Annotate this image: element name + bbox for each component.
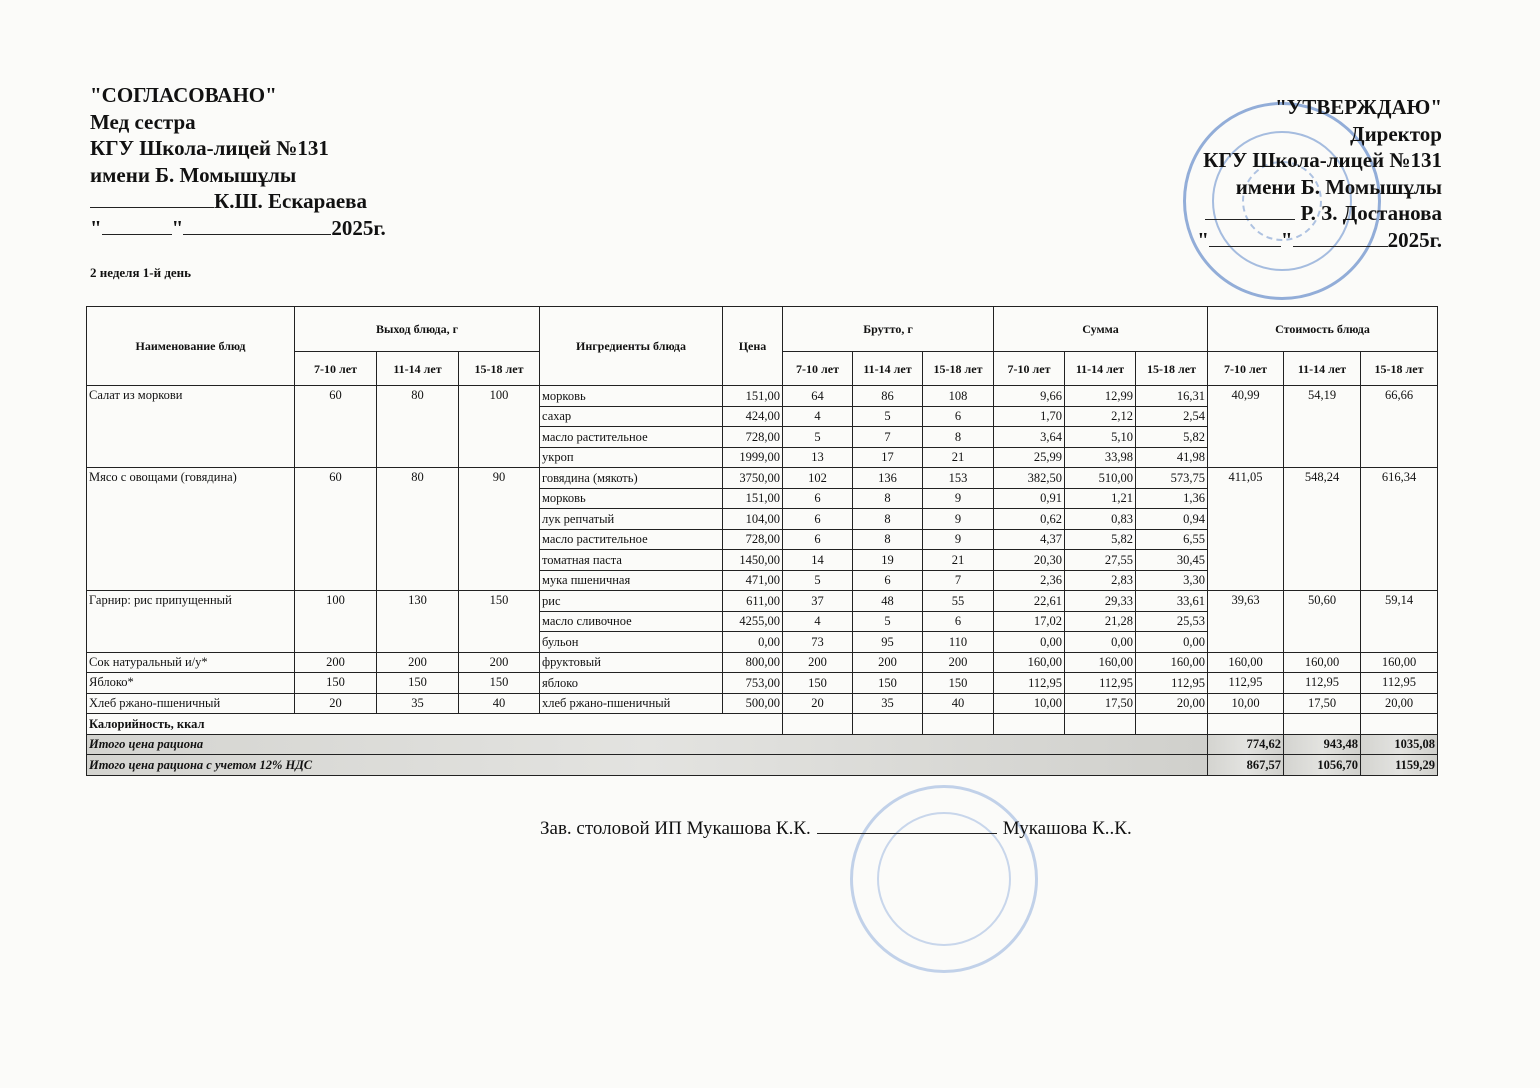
ingredient-sum: 0,91 [994,488,1065,509]
calories-cell [853,714,923,735]
ingredient-sum: 6,55 [1136,529,1208,550]
left-date-day [102,215,172,235]
ingredient-brutto: 21 [923,550,994,571]
right-signature-line [1197,200,1442,227]
age-col: 11-14 лет [853,352,923,386]
right-signature-blank [1205,200,1295,220]
dish-name: Салат из моркови [87,386,295,468]
ingredient-brutto: 150 [853,673,923,694]
left-position: Мед сестра [90,109,196,134]
ingredient-sum: 27,55 [1065,550,1136,571]
right-signer: Р. З. Достанова [1300,201,1442,225]
calories-cell [923,714,994,735]
ingredient-sum: 0,83 [1065,509,1136,530]
calories-cell [1065,714,1136,735]
ingredient-brutto: 153 [923,468,994,489]
ingredient-brutto: 21 [923,447,994,468]
ingredient-brutto: 55 [923,591,994,612]
dish-cost: 39,63 [1208,591,1284,653]
ingredient-sum: 33,61 [1136,591,1208,612]
ingredient-brutto: 102 [783,468,853,489]
ingredient-brutto: 7 [853,427,923,448]
age-col: 15-18 лет [459,352,540,386]
ingredient-sum: 112,95 [1065,673,1136,694]
ingredient-sum: 112,95 [1136,673,1208,694]
dish-output: 150 [295,673,377,694]
ingredient-row [87,673,1438,694]
ingredient-price: 424,00 [723,406,783,427]
ingredient-price: 611,00 [723,591,783,612]
dish-cost: 112,95 [1284,673,1361,694]
approval-block-left [90,82,386,241]
total-vat-value: 1056,70 [1284,755,1361,776]
ingredient-sum: 1,70 [994,406,1065,427]
ingredient-name: мука пшеничная [540,570,723,591]
dish-cost: 54,19 [1284,386,1361,468]
ingredient-sum: 160,00 [1065,652,1136,673]
ingredient-price: 104,00 [723,509,783,530]
ingredient-name: хлеб ржано-пшеничный [540,693,723,714]
ingredient-sum: 0,00 [1136,632,1208,653]
dish-output: 60 [295,386,377,468]
footer-name: Мукашова К..К. [1002,818,1132,839]
ingredient-price: 728,00 [723,529,783,550]
ingredient-brutto: 6 [853,570,923,591]
footer-role: Зав. столовой ИП Мукашова К.К. [540,818,811,839]
ingredient-sum: 25,53 [1136,611,1208,632]
left-org-name: имени Б. Момышұлы [90,162,297,187]
header-cost: Стоимость блюда [1208,307,1438,352]
calories-cell [1208,714,1284,735]
ingredient-sum: 510,00 [1065,468,1136,489]
dish-cost: 160,00 [1361,652,1438,673]
calories-cell [994,714,1065,735]
ingredient-brutto: 48 [853,591,923,612]
ingredient-sum: 5,82 [1065,529,1136,550]
ingredient-brutto: 6 [923,406,994,427]
ingredient-brutto: 200 [783,652,853,673]
dish-cost: 112,95 [1208,673,1284,694]
dish-cost: 40,99 [1208,386,1284,468]
ingredient-brutto: 40 [923,693,994,714]
ingredient-brutto: 13 [783,447,853,468]
ingredient-price: 4255,00 [723,611,783,632]
total-vat-row [87,755,1438,776]
dish-cost: 411,05 [1208,468,1284,591]
ingredient-brutto: 4 [783,406,853,427]
dish-cost: 616,34 [1361,468,1438,591]
total-value: 1035,08 [1361,734,1438,755]
calories-label: Калорийность, ккал [87,714,783,735]
ingredient-sum: 33,98 [1065,447,1136,468]
ingredient-price: 753,00 [723,673,783,694]
ingredient-name: морковь [540,488,723,509]
ingredient-brutto: 5 [853,406,923,427]
dish-name: Сок натуральный и/у* [87,652,295,673]
ingredient-sum: 2,12 [1065,406,1136,427]
ingredient-sum: 2,54 [1136,406,1208,427]
canteen-stamp [850,785,1038,973]
dish-cost: 59,14 [1361,591,1438,653]
ingredient-name: рис [540,591,723,612]
approval-block-right [1197,94,1442,253]
ingredient-brutto: 136 [853,468,923,489]
ingredient-brutto: 86 [853,386,923,407]
ingredient-brutto: 4 [783,611,853,632]
header-brutto: Брутто, г [783,307,994,352]
age-col: 15-18 лет [923,352,994,386]
ingredient-sum: 12,99 [1065,386,1136,407]
ingredient-name: фруктовый [540,652,723,673]
ingredient-name: говядина (мякоть) [540,468,723,489]
ingredient-price: 151,00 [723,488,783,509]
ingredient-brutto: 5 [783,427,853,448]
ingredient-brutto: 64 [783,386,853,407]
dish-cost: 548,24 [1284,468,1361,591]
dish-output: 80 [377,468,459,591]
ingredient-brutto: 6 [783,509,853,530]
ingredient-sum: 112,95 [994,673,1065,694]
dish-cost: 66,66 [1361,386,1438,468]
dish-name: Хлеб ржано-пшеничный [87,693,295,714]
footer-signature-blank [817,833,997,834]
header-dish: Наименование блюд [87,307,295,386]
ingredient-price: 500,00 [723,693,783,714]
calories-cell [783,714,853,735]
menu-body [87,386,1438,776]
ingredient-brutto: 8 [853,488,923,509]
dish-cost: 160,00 [1208,652,1284,673]
ingredient-brutto: 5 [853,611,923,632]
dish-output: 200 [459,652,540,673]
ingredient-sum: 21,28 [1065,611,1136,632]
ingredient-name: сахар [540,406,723,427]
age-col: 11-14 лет [1065,352,1136,386]
left-org: КГУ Школа-лицей №131 [90,136,329,160]
total-label: Итого цена рациона [87,734,1208,755]
ingredient-sum: 573,75 [1136,468,1208,489]
ingredient-brutto: 73 [783,632,853,653]
ingredient-sum: 20,00 [1136,693,1208,714]
ingredient-sum: 5,10 [1065,427,1136,448]
dish-output: 200 [295,652,377,673]
dish-output: 60 [295,468,377,591]
ingredient-name: лук репчатый [540,509,723,530]
ingredient-brutto: 19 [853,550,923,571]
ingredient-row [87,652,1438,673]
ingredient-brutto: 150 [783,673,853,694]
ingredient-brutto: 7 [923,570,994,591]
ingredient-price: 0,00 [723,632,783,653]
age-col: 7-10 лет [295,352,377,386]
left-title: "СОГЛАСОВАНО" [90,83,277,107]
ingredient-name: морковь [540,386,723,407]
ingredient-row [87,386,1438,407]
ingredient-price: 800,00 [723,652,783,673]
ingredient-sum: 20,30 [994,550,1065,571]
ingredient-name: бульон [540,632,723,653]
right-date-day [1209,227,1281,247]
age-col: 11-14 лет [1284,352,1361,386]
dish-output: 90 [459,468,540,591]
calories-row [87,714,1438,735]
ingredient-brutto: 6 [783,529,853,550]
dish-output: 130 [377,591,459,653]
ingredient-brutto: 150 [923,673,994,694]
ingredient-sum: 9,66 [994,386,1065,407]
ingredient-price: 1999,00 [723,447,783,468]
ingredient-row [87,468,1438,489]
dish-name: Мясо с овощами (говядина) [87,468,295,591]
ingredient-price: 3750,00 [723,468,783,489]
header-ingredients: Ингредиенты блюда [540,307,723,386]
ingredient-sum: 17,02 [994,611,1065,632]
ingredient-sum: 0,00 [1065,632,1136,653]
dish-output: 100 [459,386,540,468]
right-org: КГУ Школа-лицей №131 [1203,148,1442,172]
ingredient-brutto: 9 [923,529,994,550]
ingredient-row [87,693,1438,714]
dish-output: 150 [377,673,459,694]
left-signature-line [90,188,386,215]
ingredient-sum: 3,64 [994,427,1065,448]
dish-cost: 50,60 [1284,591,1361,653]
dish-output: 150 [459,673,540,694]
total-vat-value: 867,57 [1208,755,1284,776]
ingredient-sum: 10,00 [994,693,1065,714]
ingredient-sum: 0,62 [994,509,1065,530]
footer-signature [540,818,1132,840]
ingredient-sum: 16,31 [1136,386,1208,407]
dish-cost: 20,00 [1361,693,1438,714]
age-col: 7-10 лет [994,352,1065,386]
ingredient-brutto: 8 [853,529,923,550]
ingredient-price: 1450,00 [723,550,783,571]
dish-cost: 160,00 [1284,652,1361,673]
age-col: 15-18 лет [1361,352,1438,386]
dish-output: 150 [459,591,540,653]
ingredient-brutto: 6 [783,488,853,509]
ingredient-sum: 25,99 [994,447,1065,468]
age-col: 7-10 лет [783,352,853,386]
ingredient-sum: 160,00 [1136,652,1208,673]
total-value: 774,62 [1208,734,1284,755]
left-year: 2025г. [331,215,386,240]
ingredient-name: укроп [540,447,723,468]
ingredient-brutto: 37 [783,591,853,612]
left-date-line: " " 2025г. [90,215,386,240]
ingredient-name: масло растительное [540,529,723,550]
ingredient-sum: 0,94 [1136,509,1208,530]
dish-output: 40 [459,693,540,714]
ingredient-sum: 382,50 [994,468,1065,489]
ingredient-sum: 3,30 [1136,570,1208,591]
ingredient-sum: 17,50 [1065,693,1136,714]
ingredient-brutto: 200 [923,652,994,673]
ingredient-sum: 0,00 [994,632,1065,653]
dish-output: 100 [295,591,377,653]
dish-cost: 10,00 [1208,693,1284,714]
dish-cost: 17,50 [1284,693,1361,714]
total-value: 943,48 [1284,734,1361,755]
ingredient-brutto: 9 [923,488,994,509]
total-vat-label: Итого цена рациона с учетом 12% НДС [87,755,1208,776]
ingredient-sum: 2,83 [1065,570,1136,591]
dish-output: 200 [377,652,459,673]
left-signature-blank [90,188,214,208]
total-vat-value: 1159,29 [1361,755,1438,776]
ingredient-price: 728,00 [723,427,783,448]
ingredient-brutto: 110 [923,632,994,653]
ingredient-brutto: 95 [853,632,923,653]
ingredient-brutto: 5 [783,570,853,591]
ingredient-name: яблоко [540,673,723,694]
ingredient-brutto: 108 [923,386,994,407]
age-col: 15-18 лет [1136,352,1208,386]
ingredient-sum: 2,36 [994,570,1065,591]
dish-output: 20 [295,693,377,714]
ingredient-sum: 29,33 [1065,591,1136,612]
ingredient-brutto: 6 [923,611,994,632]
right-position: Директор [1350,121,1442,146]
right-org-name: имени Б. Момышұлы [1235,174,1442,199]
right-year: 2025г. [1387,227,1442,252]
dish-name: Яблоко* [87,673,295,694]
age-col: 11-14 лет [377,352,459,386]
right-date-line: " " 2025г. [1197,227,1442,252]
ingredient-brutto: 14 [783,550,853,571]
ingredient-sum: 4,37 [994,529,1065,550]
ingredient-sum: 160,00 [994,652,1065,673]
ingredient-sum: 5,82 [1136,427,1208,448]
right-date-month [1293,227,1388,247]
ingredient-brutto: 200 [853,652,923,673]
ingredient-sum: 30,45 [1136,550,1208,571]
ingredient-brutto: 20 [783,693,853,714]
ingredient-brutto: 9 [923,509,994,530]
ingredient-brutto: 17 [853,447,923,468]
menu-table [86,306,1438,776]
calories-cell [1361,714,1438,735]
calories-cell [1136,714,1208,735]
ingredient-price: 151,00 [723,386,783,407]
header-price: Цена [723,307,783,386]
ingredient-sum: 41,98 [1136,447,1208,468]
ingredient-sum: 1,36 [1136,488,1208,509]
age-col: 7-10 лет [1208,352,1284,386]
dish-output: 80 [377,386,459,468]
ingredient-brutto: 8 [853,509,923,530]
left-date-month [183,215,331,235]
week-label: 2 неделя 1-й день [90,265,192,280]
ingredient-name: масло сливочное [540,611,723,632]
ingredient-sum: 22,61 [994,591,1065,612]
ingredient-row [87,591,1438,612]
ingredient-brutto: 35 [853,693,923,714]
total-row [87,734,1438,755]
ingredient-name: томатная паста [540,550,723,571]
ingredient-sum: 1,21 [1065,488,1136,509]
dish-cost: 112,95 [1361,673,1438,694]
right-title: "УТВЕРЖДАЮ" [1275,95,1442,119]
dish-output: 35 [377,693,459,714]
dish-name: Гарнир: рис припущенный [87,591,295,653]
header-output: Выход блюда, г [295,307,540,352]
ingredient-price: 471,00 [723,570,783,591]
calories-cell [1284,714,1361,735]
header-sum: Сумма [994,307,1208,352]
ingredient-name: масло растительное [540,427,723,448]
ingredient-brutto: 8 [923,427,994,448]
left-signer: К.Ш. Ескараева [214,189,367,213]
